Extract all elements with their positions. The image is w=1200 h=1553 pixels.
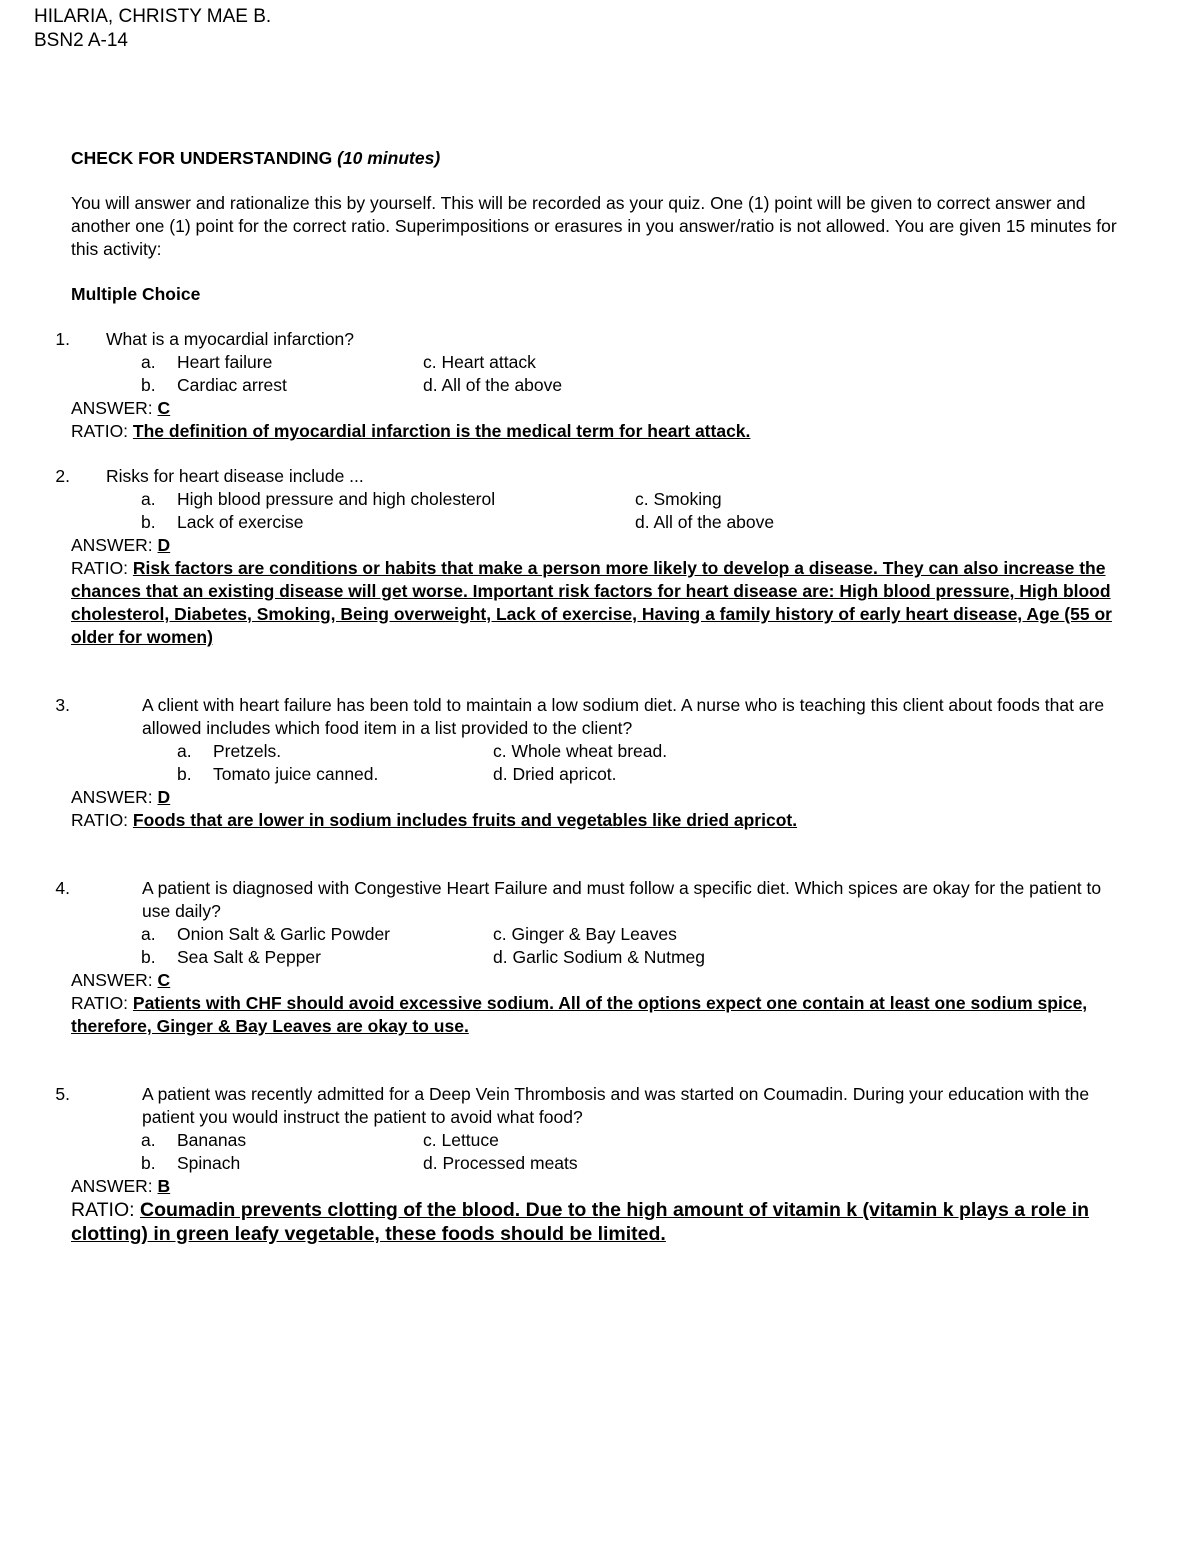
options-row-2 [71, 946, 1131, 969]
section-heading: Multiple Choice [71, 284, 201, 304]
student-name: HILARIA, CHRISTY MAE B. [34, 6, 272, 27]
question-2 [55, 465, 1131, 649]
question-4 [55, 877, 1131, 1038]
option-a: Heart failure [177, 352, 273, 372]
option-c: c. Smoking [635, 489, 722, 509]
answer-value: D [157, 787, 171, 807]
ratio-line [71, 420, 1131, 443]
answer-line [71, 969, 1131, 992]
question-number: 1. [55, 329, 70, 349]
option-letter: a. [141, 352, 156, 372]
option-letter: b. [177, 764, 192, 784]
ratio-value: Risk factors are conditions or habits that make a person more likely to develop a disease. They can also increase the chances that an existing disease will get worse. Important risk factors for heart disease are: High blood pressure, High blood cholesterol, Diabetes, Smoking, Being overweight, Lack of exercise, Having a family history of early heart disease, Age (55 or older for women) [71, 558, 1112, 647]
ratio-label: RATIO: [71, 421, 133, 441]
option-letter: a. [177, 741, 192, 761]
question-number: 4. [55, 878, 70, 898]
quiz-title-main: CHECK FOR UNDERSTANDING [71, 148, 338, 168]
answer-line [71, 534, 1131, 557]
option-c: c. Heart attack [423, 352, 536, 372]
options-row-2 [71, 511, 1131, 534]
ratio-value: Foods that are lower in sodium includes fruits and vegetables like dried apricot. [132, 810, 798, 830]
options-row-2 [71, 1152, 1131, 1175]
answer-label: ANSWER: [71, 535, 158, 555]
option-a: Bananas [177, 1130, 247, 1150]
option-d: d. Dried apricot. [493, 764, 617, 784]
answer-line [71, 786, 1131, 809]
option-b: Sea Salt & Pepper [177, 947, 321, 967]
question-5 [55, 1083, 1131, 1246]
options-row-1 [71, 923, 1131, 946]
quiz-content [55, 147, 1131, 1246]
ratio-line [71, 557, 1131, 649]
option-letter: b. [141, 512, 156, 532]
question-text: A patient was recently admitted for a Deep Vein Thrombosis and was started on Coumadin. During your education with the patient you would instruct the patient to avoid what food? [142, 1084, 1090, 1127]
question-1 [55, 328, 1131, 443]
ratio-label: RATIO: [71, 558, 133, 578]
answer-label: ANSWER: [71, 1176, 158, 1196]
question-number: 2. [55, 466, 70, 486]
answer-label: ANSWER: [71, 970, 158, 990]
answer-label: ANSWER: [71, 398, 158, 418]
option-d: d. Processed meats [423, 1153, 578, 1173]
option-letter: b. [141, 1153, 156, 1173]
answer-value: C [157, 970, 171, 990]
answer-line [71, 1175, 1131, 1198]
quiz-title [71, 147, 1131, 170]
options-row-2 [71, 374, 1131, 397]
options-row-1 [71, 488, 1131, 511]
question-text: A client with heart failure has been told to maintain a low sodium diet. A nurse who is teaching this client about foods that are allowed includes which food item in a list provided to the client? [142, 695, 1105, 738]
question-text: A patient is diagnosed with Congestive Heart Failure and must follow a specific diet. Which spices are okay for the patient to use daily? [142, 878, 1102, 921]
options-row-1 [71, 740, 1131, 763]
option-b: Lack of exercise [177, 512, 304, 532]
options-row-1 [71, 1129, 1131, 1152]
option-d: d. All of the above [423, 375, 563, 395]
question-3 [55, 694, 1131, 832]
option-d: d. All of the above [635, 512, 775, 532]
options-row-2 [71, 763, 1131, 786]
answer-value: C [157, 398, 171, 418]
option-a: Pretzels. [213, 741, 282, 761]
ratio-line [71, 809, 1131, 832]
ratio-line [71, 1198, 1131, 1246]
quiz-duration: (10 minutes) [337, 148, 441, 168]
option-letter: b. [141, 947, 156, 967]
option-a: Onion Salt & Garlic Powder [177, 924, 391, 944]
answer-label: ANSWER: [71, 787, 158, 807]
ratio-value: Patients with CHF should avoid excessive sodium. All of the options expect one contain at least one sodium spice, therefore, Ginger & Bay Leaves are okay to use. [71, 993, 1088, 1036]
ratio-value: Coumadin prevents clotting of the blood. Due to the high amount of vitamin k (vitamin k plays a role in clotting) in green leafy vegetable, these foods should be limited. [71, 1199, 1090, 1245]
student-section: BSN2 A-14 [34, 30, 128, 51]
option-c: c. Ginger & Bay Leaves [493, 924, 677, 944]
ratio-label: RATIO: [71, 993, 133, 1013]
student-header [34, 5, 271, 53]
ratio-label: RATIO: [71, 810, 133, 830]
option-b: Spinach [177, 1153, 241, 1173]
option-c: c. Whole wheat bread. [493, 741, 668, 761]
question-number: 3. [55, 695, 70, 715]
option-b: Cardiac arrest [177, 375, 287, 395]
option-letter: b. [141, 375, 156, 395]
option-a: High blood pressure and high cholesterol [177, 489, 496, 509]
question-text: What is a myocardial infarction? [106, 329, 355, 349]
option-letter: a. [141, 1130, 156, 1150]
question-text: Risks for heart disease include ... [106, 466, 364, 486]
option-d: d. Garlic Sodium & Nutmeg [493, 947, 706, 967]
answer-value: B [157, 1176, 171, 1196]
option-c: c. Lettuce [423, 1130, 499, 1150]
ratio-value: The definition of myocardial infarction is the medical term for heart attack. [132, 421, 751, 441]
question-number: 5. [55, 1084, 70, 1104]
answer-value: D [157, 535, 171, 555]
quiz-instructions: You will answer and rationalize this by yourself. This will be recorded as your quiz. One (1) point will be given to correct answer and another one (1) point for the correct ratio. Superimpositions or erasures in you answer/ratio is not allowed. You are given 15 minutes for this activity: [71, 193, 1117, 259]
answer-line [71, 397, 1131, 420]
option-letter: a. [141, 489, 156, 509]
ratio-label: RATIO: [71, 1199, 140, 1221]
options-row-1 [71, 351, 1131, 374]
option-letter: a. [141, 924, 156, 944]
ratio-line [71, 992, 1131, 1038]
option-b: Tomato juice canned. [213, 764, 379, 784]
